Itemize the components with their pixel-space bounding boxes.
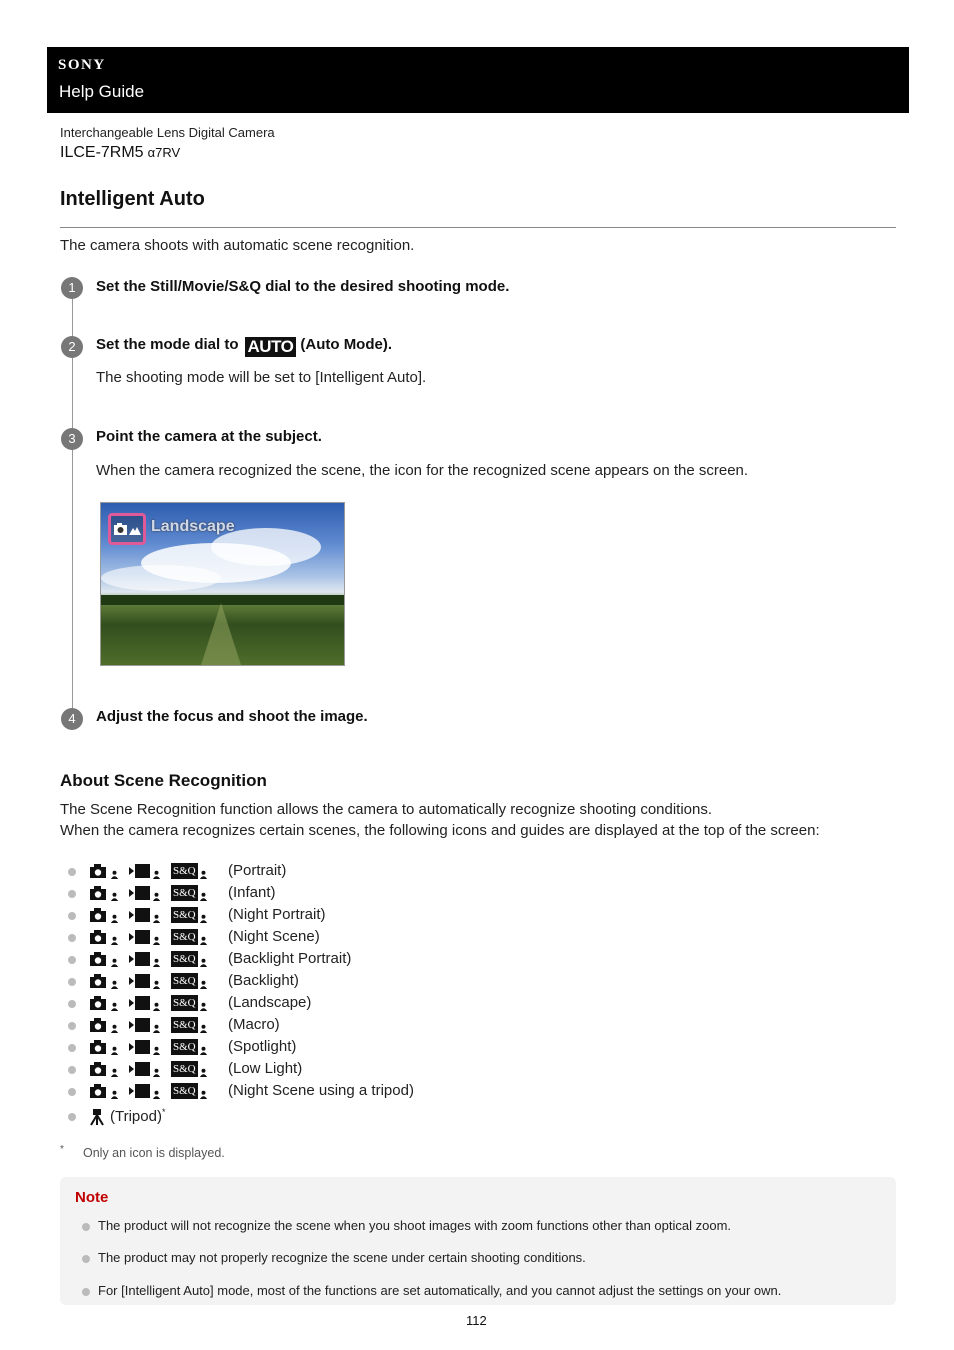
scene-label: (Portrait) <box>228 862 287 879</box>
low-light-icon <box>89 1061 218 1077</box>
scene-label: (Landscape) <box>228 994 312 1011</box>
tripod-icon <box>89 1108 105 1126</box>
movie-mode-icon <box>129 929 161 945</box>
list-bullet <box>68 868 76 876</box>
note-item: The product will not recognize the scene when you shoot images with zoom functions other than optical zoom. <box>98 1218 732 1233</box>
step-4-title: Adjust the focus and shoot the image. <box>96 708 368 725</box>
model-alias: α7RV <box>147 145 181 160</box>
still-mode-icon <box>89 1017 119 1033</box>
scene-label: (Night Portrait) <box>228 906 326 923</box>
note-box <box>60 1177 896 1305</box>
night-scene-icon <box>89 929 218 945</box>
list-bullet <box>68 890 76 898</box>
still-mode-icon <box>89 995 119 1011</box>
scene-label: (Spotlight) <box>228 1038 297 1055</box>
list-bullet <box>68 1113 76 1121</box>
movie-mode-icon <box>129 863 161 879</box>
step-2-title <box>96 336 392 357</box>
footnote-reference: * <box>161 1107 166 1117</box>
note-item: For [Intelligent Auto] mode, most of the functions are set automatically, and you cannot adjust the settings on your own. <box>98 1283 782 1298</box>
landscape-scene-icon <box>108 513 146 545</box>
movie-mode-icon <box>129 973 161 989</box>
scene-label: (Macro) <box>228 1016 280 1033</box>
list-bullet <box>68 912 76 920</box>
step-number-3: 3 <box>61 428 83 450</box>
footnote-text: Only an icon is displayed. <box>83 1146 225 1160</box>
night-portrait-icon <box>89 907 218 923</box>
spotlight-icon <box>89 1039 218 1055</box>
step-number-2: 2 <box>61 336 83 358</box>
movie-mode-icon <box>129 1061 161 1077</box>
list-bullet <box>68 956 76 964</box>
list-bullet <box>68 1066 76 1074</box>
step-1-title: Set the Still/Movie/S&Q dial to the desired shooting mode. <box>96 278 510 295</box>
still-mode-icon <box>89 1083 119 1099</box>
section-paragraph-1: The Scene Recognition function allows the camera to automatically recognize shooting conditions. <box>60 801 713 818</box>
portrait-icon <box>89 863 218 879</box>
sony-logo: SONY <box>58 57 106 73</box>
help-guide-label[interactable]: Help Guide <box>59 82 145 101</box>
movie-mode-icon <box>129 1039 161 1055</box>
still-mode-icon <box>89 929 119 945</box>
tripod-label: (Tripod)* <box>110 1107 166 1125</box>
landscape-icon <box>89 995 218 1011</box>
scene-label: (Low Light) <box>228 1060 303 1077</box>
footnote-mark: * <box>60 1144 64 1155</box>
still-mode-icon <box>89 973 119 989</box>
intro-text: The camera shoots with automatic scene recognition. <box>60 237 415 254</box>
sq-mode-icon: S&Q <box>171 1061 208 1077</box>
note-bullet <box>82 1223 90 1231</box>
step-2-body: The shooting mode will be set to [Intelligent Auto]. <box>96 369 427 386</box>
step-3-title: Point the camera at the subject. <box>96 428 322 445</box>
scene-label: (Infant) <box>228 884 276 901</box>
list-bullet <box>68 1088 76 1096</box>
product-line: Interchangeable Lens Digital Camera <box>60 125 275 140</box>
scene-label: Landscape <box>151 518 235 535</box>
section-paragraph-2: When the camera recognizes certain scenes, the following icons and guides are displayed at the top of the screen: <box>60 822 820 839</box>
list-bullet <box>68 1000 76 1008</box>
backlight-icon <box>89 973 218 989</box>
movie-mode-icon <box>129 951 161 967</box>
scene-label: (Night Scene using a tripod) <box>228 1082 414 1099</box>
note-item: The product may not properly recognize the scene under certain shooting conditions. <box>98 1250 586 1265</box>
still-mode-icon <box>89 951 119 967</box>
section-heading: About Scene Recognition <box>60 771 267 790</box>
sq-mode-icon: S&Q <box>171 1017 208 1033</box>
sq-mode-icon: S&Q <box>171 995 208 1011</box>
title-divider <box>60 227 896 228</box>
still-mode-icon <box>89 1061 119 1077</box>
sq-mode-icon: S&Q <box>171 973 208 989</box>
list-bullet <box>68 934 76 942</box>
scene-label: (Backlight) <box>228 972 299 989</box>
note-bullet <box>82 1255 90 1263</box>
movie-mode-icon <box>129 1017 161 1033</box>
page-number: 112 <box>466 1313 487 1328</box>
header-bar <box>47 47 909 113</box>
model-name <box>60 144 180 162</box>
list-bullet <box>68 1022 76 1030</box>
still-mode-icon <box>89 907 119 923</box>
field-path <box>201 603 241 665</box>
night-tripod-icon <box>89 1083 218 1099</box>
step-3-body: When the camera recognized the scene, the icon for the recognized scene appears on the screen. <box>96 462 749 479</box>
movie-mode-icon <box>129 1083 161 1099</box>
backlight-portrait-icon <box>89 951 218 967</box>
list-bullet <box>68 978 76 986</box>
movie-mode-icon <box>129 885 161 901</box>
sq-mode-icon: S&Q <box>171 907 208 923</box>
sq-mode-icon: S&Q <box>171 863 208 879</box>
model-number: ILCE-7RM5 <box>60 144 144 161</box>
note-title: Note <box>75 1189 109 1206</box>
still-mode-icon <box>89 1039 119 1055</box>
sq-mode-icon: S&Q <box>171 929 208 945</box>
sq-mode-icon: S&Q <box>171 1083 208 1099</box>
list-bullet <box>68 1044 76 1052</box>
step-number-4: 4 <box>61 708 83 730</box>
movie-mode-icon <box>129 995 161 1011</box>
step-2-title-pre: Set the mode dial to <box>96 336 239 353</box>
sq-mode-icon: S&Q <box>171 1039 208 1055</box>
infant-icon <box>89 885 218 901</box>
cloud <box>101 565 221 591</box>
step-2-title-post: (Auto Mode). <box>300 336 393 353</box>
scene-label: (Night Scene) <box>228 928 320 945</box>
macro-icon <box>89 1017 218 1033</box>
still-mode-icon <box>89 863 119 879</box>
sq-mode-icon: S&Q <box>171 885 208 901</box>
scene-recognition-screenshot <box>100 502 345 666</box>
sq-mode-icon: S&Q <box>171 951 208 967</box>
auto-mode-icon: AUTO <box>245 337 297 357</box>
page-title: Intelligent Auto <box>60 188 205 210</box>
movie-mode-icon <box>129 907 161 923</box>
scene-label: (Backlight Portrait) <box>228 950 352 967</box>
still-mode-icon <box>89 885 119 901</box>
note-bullet <box>82 1288 90 1296</box>
step-number-1: 1 <box>61 277 83 299</box>
